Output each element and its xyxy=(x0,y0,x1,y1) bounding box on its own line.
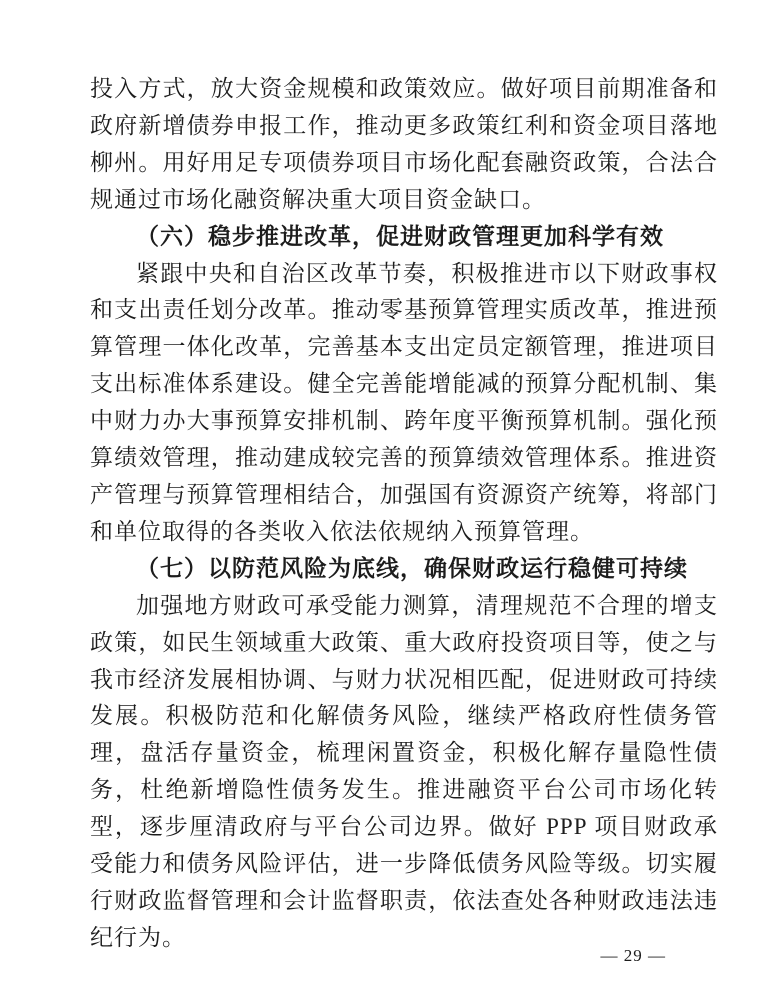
section-heading-seven: （七）以防范风险为底线，确保财政运行稳健可持续 xyxy=(136,555,688,581)
paragraph-continuation: 投入方式，放大资金规模和政策效应。做好项目前期准备和政府新增债券申报工作，推动更多政策红利和资金项目落地柳州。用好用足专项债券项目市场化配套融资政策，合法合规通过市场化融资解决重大项目资金缺口。 xyxy=(90,76,718,212)
document-body xyxy=(90,71,718,957)
section-heading-six: （六）稳步推进改革，促进财政管理更加科学有效 xyxy=(136,223,664,249)
page-number: — 29 — xyxy=(600,946,666,965)
paragraph-section-seven: 加强地方财政可承受能力测算，清理规范不合理的增支政策，如民生领域重大政策、重大政府投资项目等，使之与我市经济发展相协调、与财力状况相匹配，促进财政可持续发展。积极防范和化解债务风险，继续严格政府性债务管理，盘活存量资金，梳理闲置资金，积极化解存量隐性债务，杜绝新增隐性债务发生。推进融资平台公司市场化转型，逐步厘清政府与平台公司边界。做好 PPP 项目财政承受能力和债务风险评估，进一步降低债务风险等级。切实履行财政监督管理和会计监督职责，依法查处各种财政违法违纪行为。 xyxy=(90,592,718,950)
paragraph-section-six: 紧跟中央和自治区改革节奏，积极推进市以下财政事权和支出责任划分改革。推动零基预算管理实质改革，推进预算管理一体化改革，完善基本支出定员定额管理，推进项目支出标准体系建设。健全完善能增能减的预算分配机制、集中财力办大事预算安排机制、跨年度平衡预算机制。强化预算绩效管理，推动建成较完善的预算绩效管理体系。推进资产管理与预算管理相结合，加强国有资源资产统筹，将部门和单位取得的各类收入依法依规纳入预算管理。 xyxy=(90,260,718,544)
